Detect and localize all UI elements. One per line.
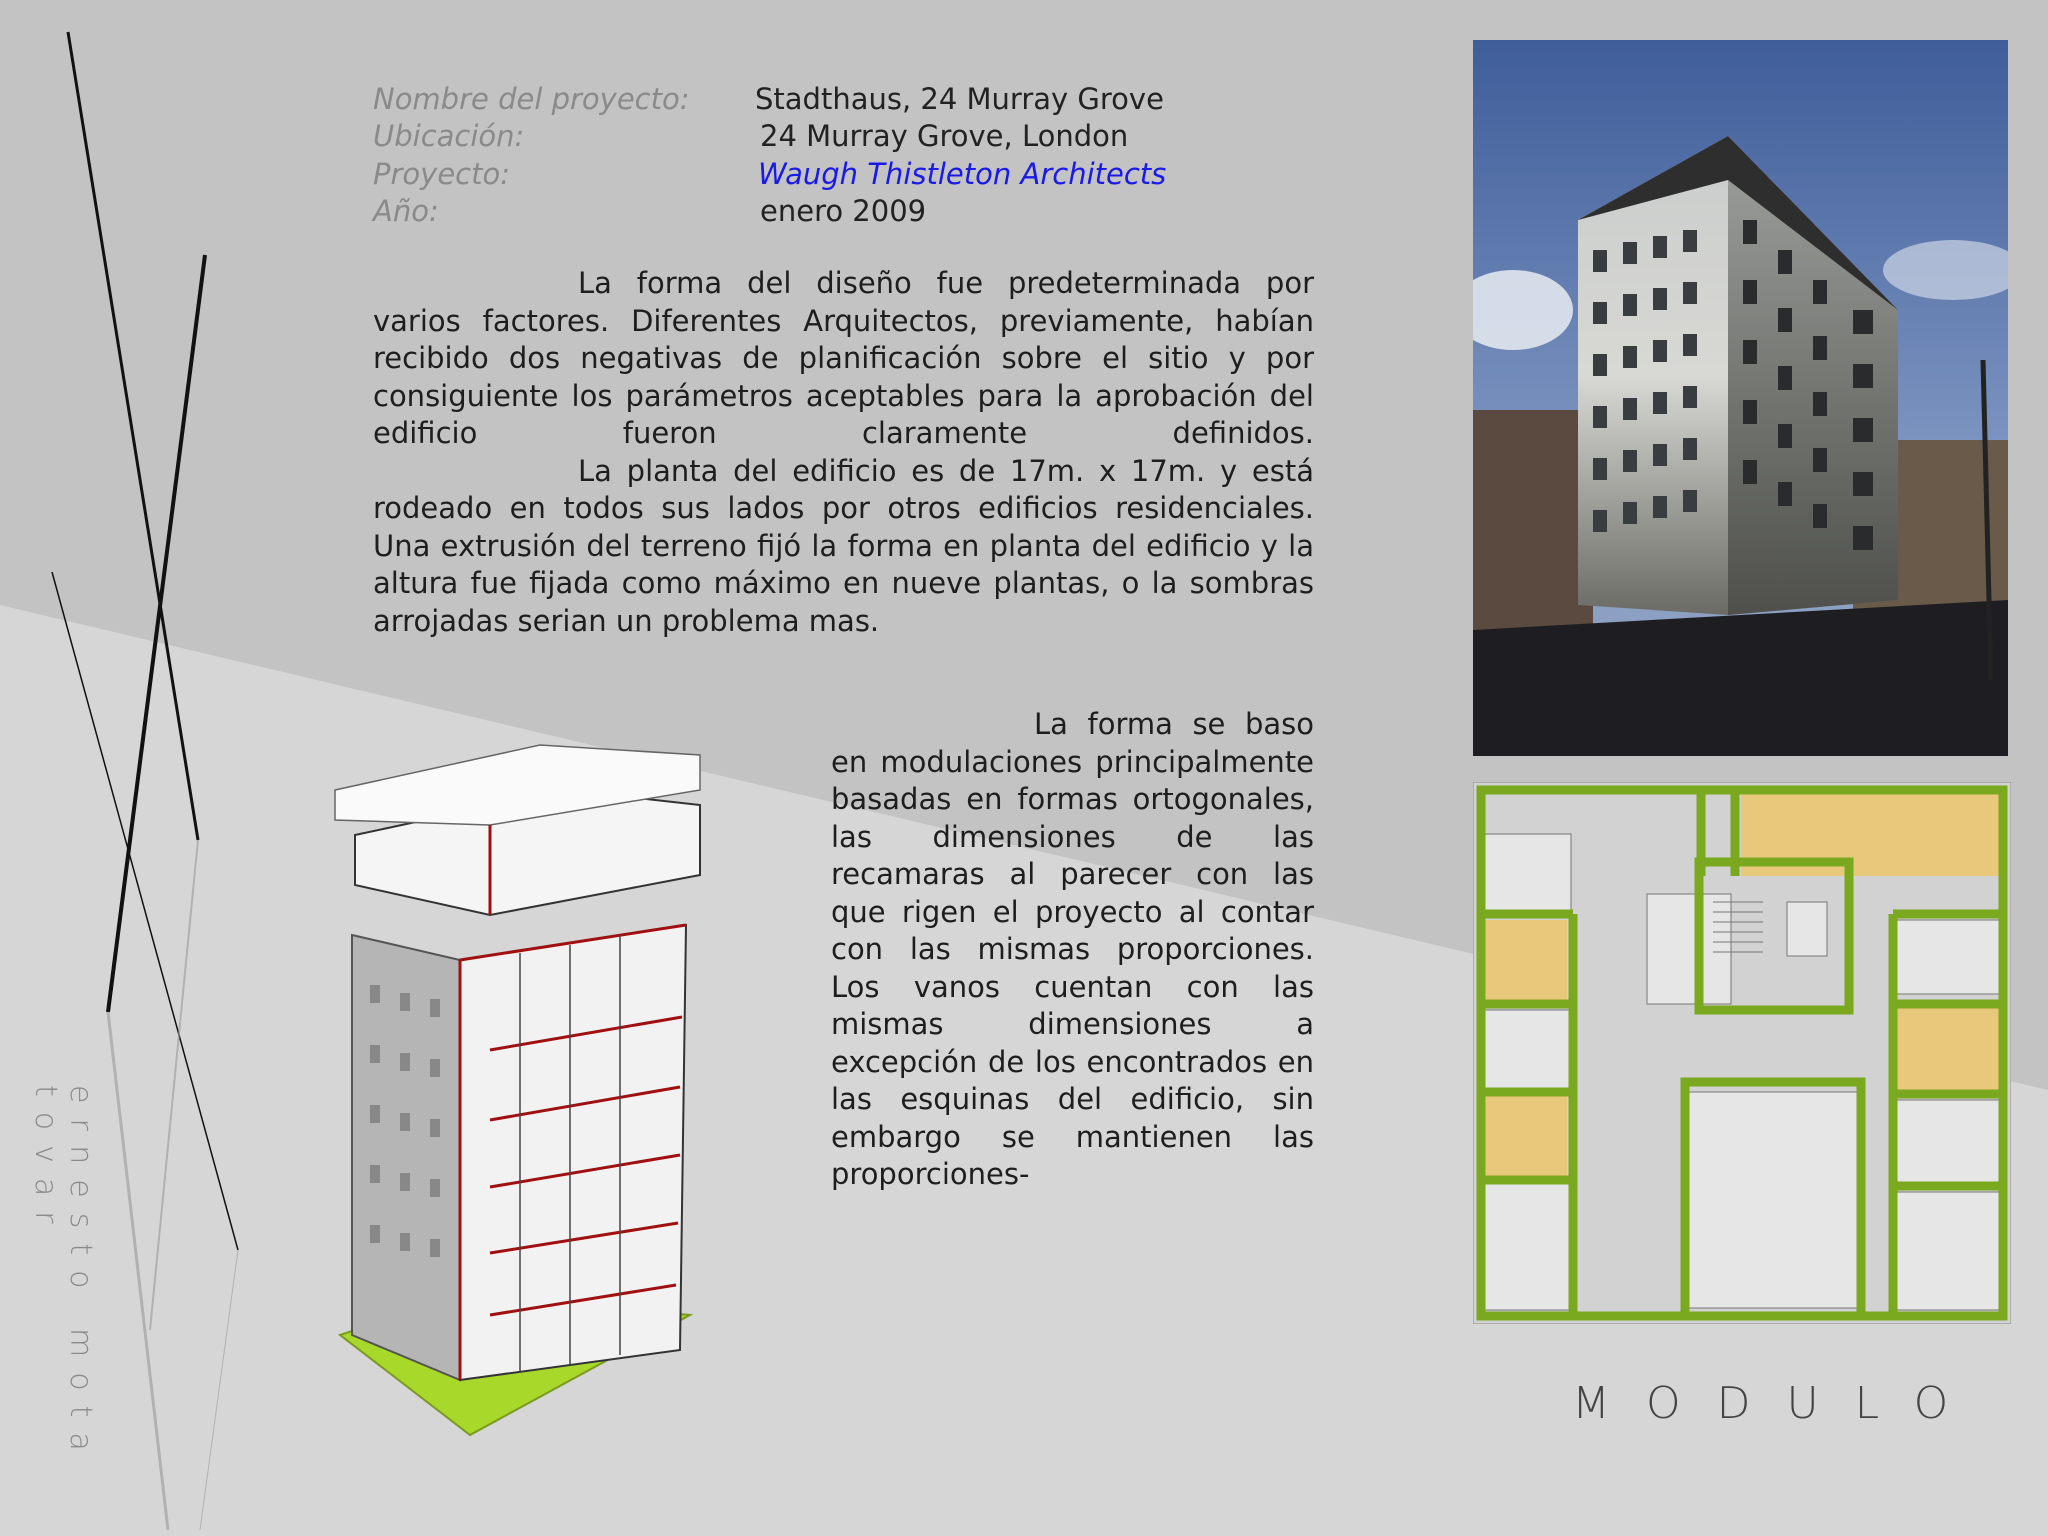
floor-plan bbox=[1473, 782, 2011, 1324]
axonometric-drawing bbox=[330, 735, 720, 1440]
location-label: Ubicación: bbox=[373, 119, 525, 153]
description-paragraph-2 bbox=[831, 706, 1314, 1194]
location-value: 24 Murray Grove, London bbox=[760, 119, 1129, 153]
project-label: Proyecto: bbox=[373, 157, 510, 191]
paragraph1-part2: La planta del edificio es de 17m. x 17m. y está rodeado en todos sus lados por otros edificios residenciales. Una extrusión del terreno fijó la forma en planta del edificio y la altura fue fijada como máximo en nueve plantas, o la sombras arrojadas serian un problema mas. bbox=[373, 453, 1314, 638]
name-value: Stadthaus, 24 Murray Grove bbox=[755, 82, 1164, 116]
year-label: Año: bbox=[373, 194, 439, 228]
architect-link[interactable]: Waugh Thistleton Architects bbox=[758, 157, 1167, 191]
year-value: enero 2009 bbox=[760, 194, 927, 228]
description-paragraph-1 bbox=[373, 265, 1314, 640]
paragraph2-text: La forma se baso en modulaciones principalmente basadas en formas ortogonales, las dimensiones de las recamaras al parecer con las que rigen el proyecto al contar con las mismas proporciones. Los vanos cuentan con las mismas dimensiones a excepción de los encontrados en las esquinas del edificio, sin embargo se mantienen las proporciones- bbox=[831, 707, 1314, 1191]
section-title: MODULO bbox=[1572, 1378, 1985, 1429]
name-label: Nombre del proyecto: bbox=[373, 82, 690, 116]
building-photo bbox=[1473, 40, 2008, 756]
author-credit: ernesto mota tovar bbox=[28, 1085, 98, 1466]
paragraph1-part1: La forma del diseño fue predeterminada por varios factores. Diferentes Arquitectos, previamente, habían recibido dos negativas de planificación sobre el sitio y por consiguiente los parámetros aceptables para la aprobación del edificio fueron claramente definidos. bbox=[373, 266, 1314, 450]
